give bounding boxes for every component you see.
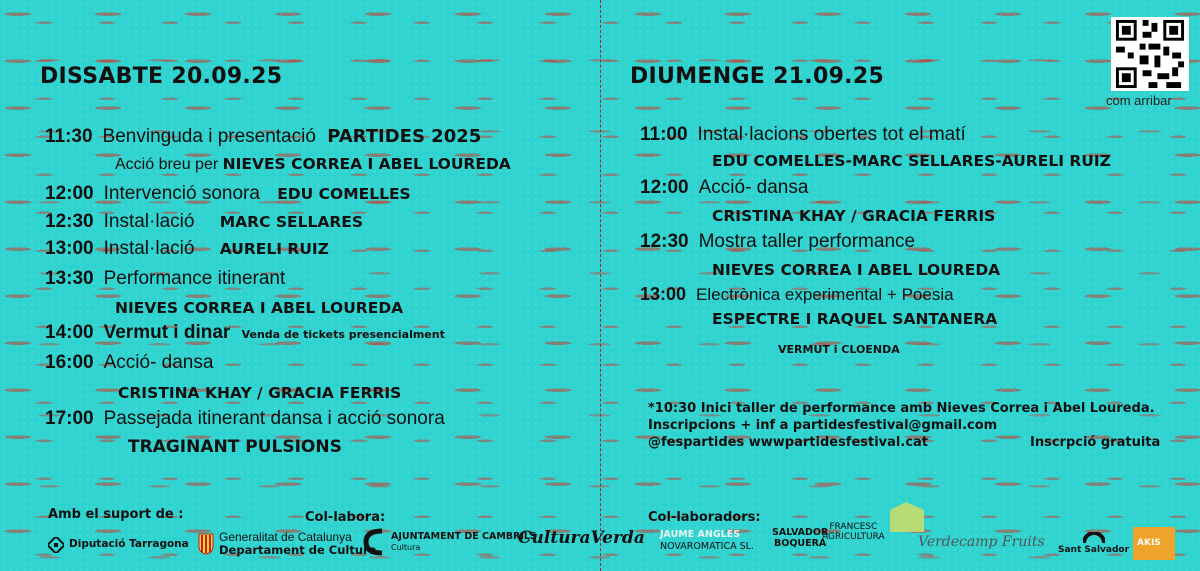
activity: Mostra taller performance: [698, 231, 916, 252]
colaboradors-label: Col-laboradors:: [648, 510, 761, 525]
performer: NIEVES CORREA I ABEL LOUREDA: [712, 261, 1001, 279]
activity: Benvinguda i presentació: [102, 126, 316, 147]
time: 12:30: [45, 211, 94, 232]
free-registration: Inscrpció gratuita: [1030, 435, 1161, 450]
sun-row-8: [712, 308, 997, 330]
sat-row-9: [45, 352, 213, 374]
logo-sant-salvador: Sant Salvador: [1058, 532, 1129, 555]
activity: Vermut i dinar: [103, 322, 231, 343]
sun-row-3: [640, 177, 808, 199]
activity: Electrònica experimental + Poesia: [696, 285, 954, 304]
qr-code[interactable]: [1111, 17, 1189, 91]
sant-salvador-icon: [1083, 532, 1105, 544]
sun-row-9: [778, 337, 900, 359]
sat-row-2: [115, 155, 511, 174]
saturday-title: DISSABTE 20.09.25: [40, 64, 283, 89]
logo-francesc: FRANCESC AGRICULTURA: [822, 522, 885, 543]
sat-row-1: [45, 126, 481, 148]
sat-row-3: [45, 183, 411, 205]
support-label: Amb el suport de :: [48, 507, 184, 522]
performer: CRISTINA KHAY / GRACIA FERRIS: [712, 207, 996, 225]
workshop-note: *10:30 Inici taller de performance amb Nieves Correa i Abel Loureda.: [648, 401, 1155, 416]
colabora-label: Col-labora:: [305, 510, 386, 525]
sat-row-11: [45, 408, 445, 430]
note: Venda de tickets presencialment: [241, 328, 445, 341]
sat-row-7: [115, 297, 403, 319]
sat-row-6: [45, 268, 285, 290]
time: 12:00: [640, 177, 689, 198]
time: 14:00: [45, 322, 94, 343]
time: 12:30: [640, 231, 689, 252]
logo-jaume-angles: JAUME ANGLES NOVAROMATICA SL.: [660, 529, 754, 552]
cambrils-icon: [362, 527, 386, 557]
time: 11:00: [640, 124, 688, 145]
sunday-title: DIUMENGE 21.09.25: [630, 64, 885, 89]
sat-row-4: [45, 211, 363, 233]
logo-salvador-boquera: SALVADOR BOQUERA: [772, 527, 829, 549]
activity: Instal·lació: [103, 238, 195, 259]
event-name: PARTIDES 2025: [327, 126, 482, 147]
logo-akis: AKIS: [1133, 527, 1175, 560]
sat-row-5: [45, 238, 329, 260]
sat-row-12: [128, 436, 342, 458]
performer: AURELI RUIZ: [219, 240, 329, 258]
generalitat-shield-icon: [198, 533, 214, 555]
logo-verdecamp: Verdecamp Fruits: [918, 534, 1045, 550]
activity: Acció- dansa: [103, 352, 214, 373]
sun-row-7: [640, 284, 954, 305]
qr-label: com arribar: [1106, 93, 1172, 108]
sun-row-4: [712, 205, 995, 227]
time: 13:00: [45, 238, 94, 259]
sun-row-2: [712, 150, 1111, 172]
fold-divider: [600, 0, 601, 571]
sun-row-6: [712, 259, 1000, 281]
sun-row-5: [640, 231, 915, 253]
performer: ESPECTRE I RAQUEL SANTANERA: [712, 310, 998, 328]
performer: EDU COMELLES: [277, 185, 411, 203]
time: 17:00: [45, 408, 94, 429]
activity: Intervenció sonora: [103, 183, 260, 204]
logo-generalitat: Generalitat de Catalunya Departament de Cultura: [198, 531, 376, 557]
activity: Acció- dansa: [698, 177, 809, 198]
time: 13:00: [640, 284, 687, 304]
activity: Passejada itinerant dansa i acció sonora: [103, 408, 445, 429]
logo-cambrils: AJUNTAMENT DE CAMBRILS Cultura: [362, 527, 537, 557]
registration-note: Inscripcions + inf a partidesfestival@gmail.com: [648, 418, 998, 433]
activity: Acció breu per: [115, 156, 219, 173]
verdecamp-leaf-icon: [888, 500, 926, 534]
sat-row-10: [118, 382, 401, 404]
activity: Instal·lacions obertes tot el matí: [697, 124, 966, 145]
time: 12:00: [45, 183, 94, 204]
social-web-note: @fespartides wwwpartidesfestival.cat: [648, 435, 929, 450]
sat-row-8: [45, 322, 445, 344]
performer: TRAGINANT PULSIONS: [128, 437, 342, 457]
performer: MARC SELLARES: [219, 213, 364, 231]
logo-diputacio: Diputació Tarragona: [48, 537, 189, 553]
performer: NIEVES CORREA I ABEL LOUREDA: [222, 155, 511, 173]
closing: VERMUT i CLOENDA: [778, 343, 900, 356]
performer: NIEVES CORREA I ABEL LOUREDA: [115, 299, 404, 317]
activity: Performance itinerant: [103, 268, 286, 289]
diputacio-icon: [48, 537, 64, 553]
activity: Instal·lació: [103, 211, 195, 232]
logo-culturaverda: CulturaVerda: [518, 528, 645, 548]
time: 11:30: [45, 126, 93, 147]
sun-row-1: [640, 124, 966, 146]
performer: CRISTINA KHAY / GRACIA FERRIS: [118, 384, 402, 402]
time: 16:00: [45, 352, 94, 373]
performer: EDU COMELLES-MARC SELLARES-AURELI RUIZ: [712, 152, 1111, 170]
time: 13:30: [45, 268, 94, 289]
